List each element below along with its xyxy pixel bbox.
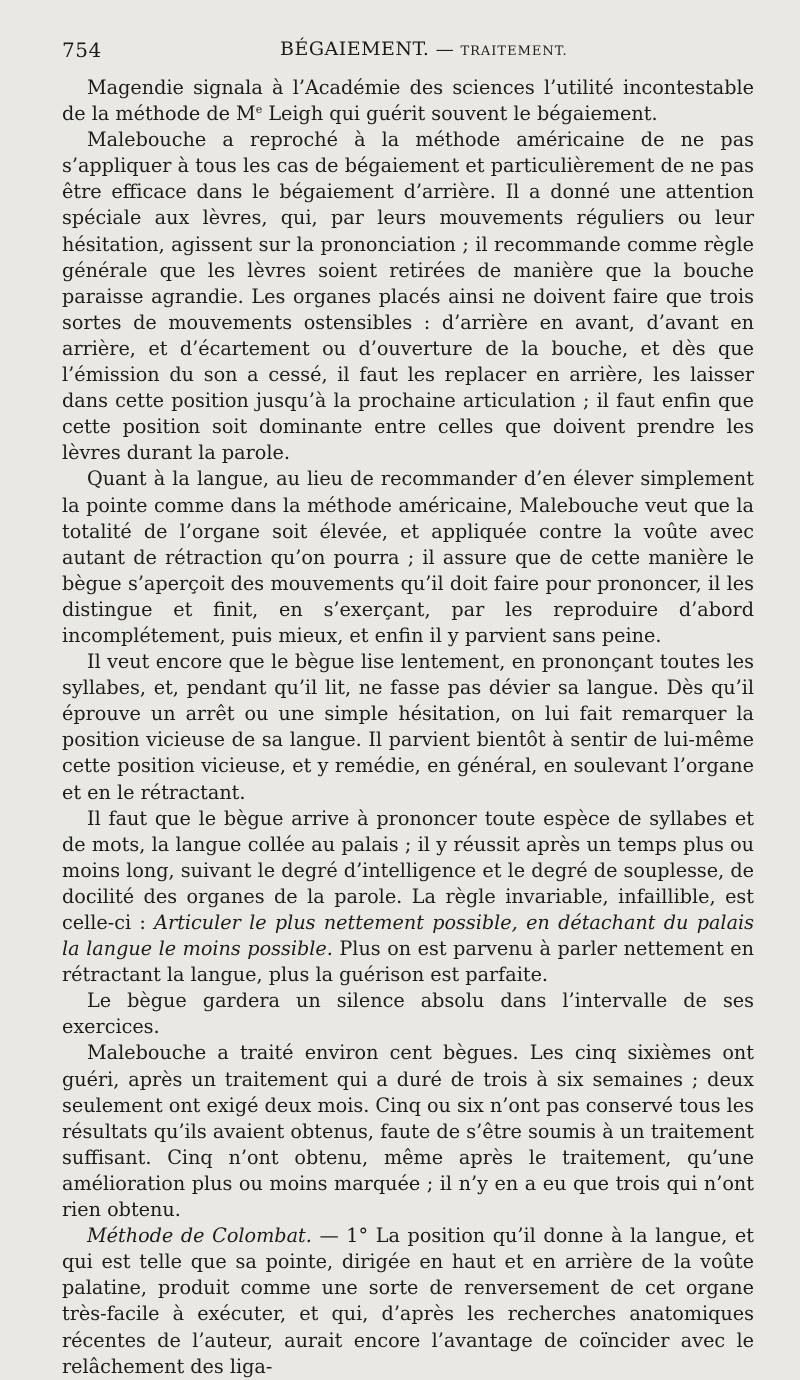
paragraph-text: Magendie signala à l’Académie des sciences l’utilité incontestable de la méthode de M (62, 76, 754, 126)
paragraph-regle (62, 806, 754, 989)
paragraph-resultats: Malebouche a traité environ cent bègues. Les cinq sixièmes ont guéri, après un traitement qui a duré de trois à six semaines ; deux seulement ont exigé deux mois. Cinq ou six n’ont pas conservé tous les résultats qu’ils avaient obtenus, faute de s’être soumis à un traitement suffisant. Cinq n’ont obtenu, même après le traitement, qu’une amélioration plus ou moins marquée ; il n’y en a eu que trois qui n’ont rien obtenu. (62, 1041, 754, 1222)
page-header (62, 38, 762, 68)
paragraph-lecture: Il veut encore que le bègue lise lentement, en prononçant toutes les syllabes, et, pendant qu’il lit, ne fasse pas dévier sa langue. Dès qu’il éprouve un arrêt ou une simple hésitation, on lui fait remarquer la position vicieuse de sa langue. Il parvient bientôt à sentir de lui-même cette position vicieuse, et y remédie, en général, en soulevant l’organe et en le rétractant. (62, 650, 754, 804)
paragraph-magendie (62, 75, 754, 127)
chapter-title: BÉGAIEMENT. (280, 38, 430, 60)
section-title: TRAITEMENT. (460, 44, 568, 59)
paragraph-text: Il faut que le bègue arrive à prononcer toute espèce de syllabes et de mots, la langue collée au palais ; il y réussit après un temps plus ou moins long, suivant le degré d’intelligence et le degré de souplesse, de docilité des organes de la parole. La règle invariable, infaillible, est celle-ci : (62, 806, 754, 934)
paragraph-malebouche-levres: Malebouche a reproché à la méthode américaine de ne pas s’appliquer à tous les cas de bégaiement et particulièrement de ne pas être efficace dans le bégaiement d’arrière. Il a donné une attention spéciale aux lèvres, qui, par leurs mouvements réguliers ou leur hésitation, agissent sur la prononciation ; il recommande comme règle générale que les lèvres soient retirées de manière que la bouche paraisse agrandie. Les organes placés ainsi ne doivent faire que trois sortes de mouvements ostensibles : d’arrière en avant, d’avant en arrière, et d’écartement ou d’ouverture de la bouche, et dès que l’émission du son a cessé, il faut les replacer en arrière, les laisser dans cette position jusqu’à la prochaine articulation ; il faut enfin que cette position soit dominante entre celles que doivent prendre les lèvres durant la parole. (62, 128, 754, 465)
running-title (280, 38, 568, 60)
paragraph-langue: Quant à la langue, au lieu de recommander d’en élever simplement la pointe comme dans la méthode américaine, Malebouche veut que la totalité de l’organe soit élevée, et appliquée contre la voûte avec autant de rétraction qu’on pourra ; il assure que de cette manière le bègue s’aperçoit des mouvements qu’il doit faire pour prononcer, il les distingue et finit, en s’exerçant, par les reproduire d’abord incomplétement, puis mieux, et enfin il y parvient sans peine. (62, 467, 754, 647)
title-separator: — (435, 39, 455, 60)
paragraph-text: Plus on est parvenu à parler nettement en rétractant la langue, plus la guérison est parfaite. (62, 937, 754, 987)
rule-italic: Articuler le plus nettement possible, en détachant du palais la langue le moins possible. (62, 911, 754, 961)
paragraph-silence: Le bègue gardera un silence absolu dans l’intervalle de ses exercices. (62, 989, 754, 1039)
superscript: e (255, 103, 263, 117)
paragraph-colombat (62, 1223, 754, 1380)
method-heading-italic: Méthode de Colombat. (87, 1224, 312, 1248)
paragraph-text: — 1° La position qu’il donne à la langue, et qui est telle que sa pointe, dirigée en haut et en arrière de la voûte palatine, produit comme une sorte de renversement de cet organe très-facile à exécuter, et qui, d’après les recherches anatomiques récentes de l’auteur, aurait encore l’avantage de coïncider avec le relâchement des liga- (62, 1224, 754, 1378)
page-number: 754 (62, 38, 102, 62)
body-text (62, 75, 754, 1380)
paragraph-text: Leigh qui guérit souvent le bégaiement. (262, 102, 658, 126)
